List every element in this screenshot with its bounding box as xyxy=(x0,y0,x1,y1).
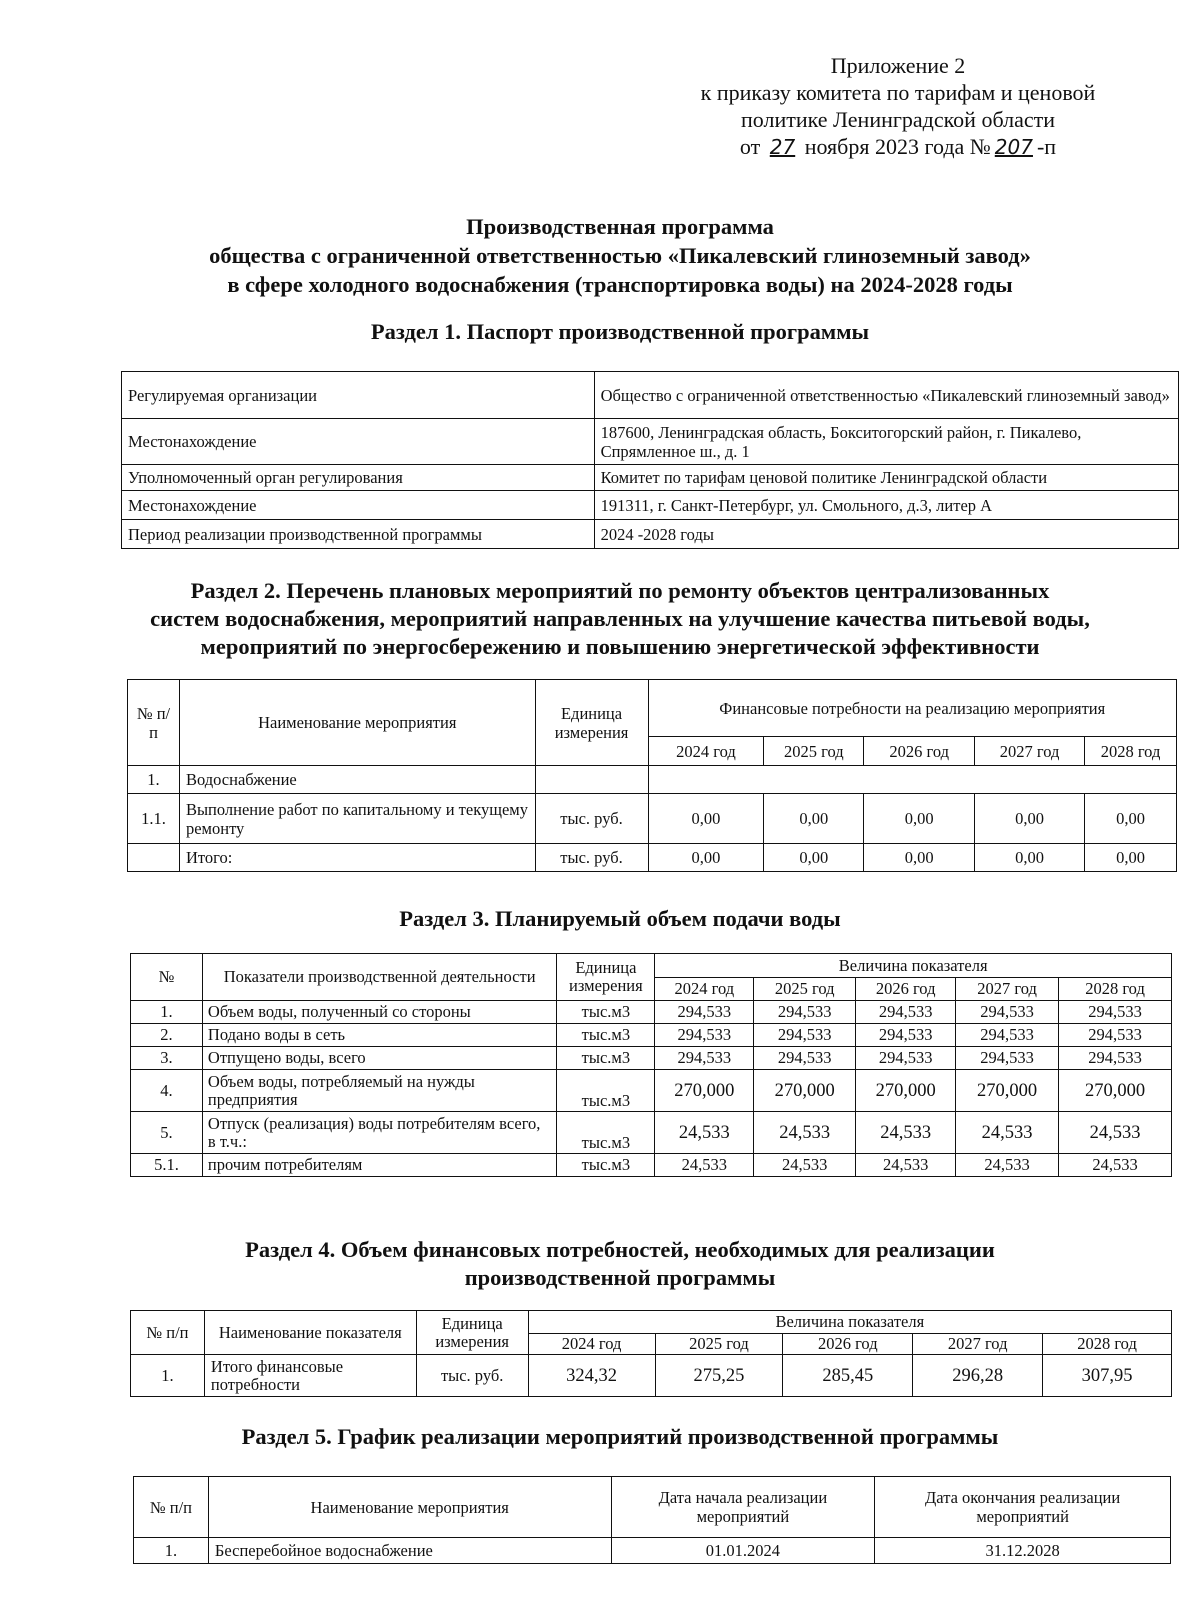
appendix-line-2: к приказу комитета по тарифам и ценовой xyxy=(700,80,1096,105)
cell-value: 24,533 xyxy=(856,1112,956,1154)
cell-value: 307,95 xyxy=(1043,1355,1172,1397)
col-header-unit: Единица измерения xyxy=(557,954,655,1001)
cell-name: Итого: xyxy=(179,844,535,872)
table-row xyxy=(131,1047,1172,1070)
cell-value: 0,00 xyxy=(1085,844,1177,872)
col-header-year: 2028 год xyxy=(1043,1334,1172,1355)
col-header-year: 2027 год xyxy=(975,737,1085,766)
table-row xyxy=(122,372,1179,419)
cell-num: 2. xyxy=(131,1024,203,1047)
table-row xyxy=(131,1154,1172,1177)
appendix-prefix: от xyxy=(739,134,761,159)
cell-value: 294,533 xyxy=(754,1024,856,1047)
table-row xyxy=(131,1070,1172,1112)
col-header-year: 2026 год xyxy=(864,737,975,766)
col-header-end-date: Дата окончания реализации мероприятий xyxy=(875,1477,1171,1538)
passport-table xyxy=(121,371,1179,549)
handwritten-day: 27 xyxy=(769,135,796,159)
cell-name: Отпущено воды, всего xyxy=(202,1047,556,1070)
cell-num: 5.1. xyxy=(131,1154,203,1177)
table-header-row xyxy=(131,954,1172,978)
table-row xyxy=(131,1355,1172,1397)
table-row xyxy=(131,1024,1172,1047)
cell-value: 294,533 xyxy=(956,1047,1059,1070)
title-line-1: Производственная программа xyxy=(466,214,774,239)
cell-name: Объем воды, полученный со стороны xyxy=(202,1001,556,1024)
col-header-year: 2025 год xyxy=(764,737,864,766)
col-header-name: Наименование мероприятия xyxy=(208,1477,611,1538)
water-volume-table xyxy=(130,953,1172,1177)
appendix-middle: ноября 2023 года № xyxy=(804,134,991,159)
col-header-year: 2027 год xyxy=(913,1334,1043,1355)
cell-unit: тыс.м3 xyxy=(557,1001,655,1024)
cell-name: Отпуск (реализация) воды потребителям всего, в т.ч.: xyxy=(202,1112,556,1154)
cell-unit: тыс.м3 xyxy=(557,1047,655,1070)
cell-value: 294,533 xyxy=(856,1047,956,1070)
cell-value: 270,000 xyxy=(655,1070,754,1112)
col-header-year: 2024 год xyxy=(528,1334,655,1355)
cell-value: 0,00 xyxy=(764,794,864,844)
col-header-num: № xyxy=(131,954,203,1001)
col-header-name: Наименование мероприятия xyxy=(179,680,535,766)
cell-num: 1. xyxy=(134,1538,209,1564)
cell-value: 0,00 xyxy=(975,794,1085,844)
cell-value: 294,533 xyxy=(956,1024,1059,1047)
table-row xyxy=(131,1001,1172,1024)
col-header-unit: Единица измерения xyxy=(416,1311,528,1355)
cell-value: 294,533 xyxy=(655,1047,754,1070)
cell-value: 24,533 xyxy=(655,1112,754,1154)
table-row xyxy=(128,794,1177,844)
table-row xyxy=(128,766,1177,794)
appendix-suffix: -п xyxy=(1036,134,1057,159)
passport-label: Уполномоченный орган регулирования xyxy=(122,465,595,491)
cell-value: 0,00 xyxy=(975,844,1085,872)
passport-label: Регулируемая организации xyxy=(122,372,595,419)
cell-value: 294,533 xyxy=(754,1047,856,1070)
col-header-year: 2026 год xyxy=(856,978,956,1001)
col-header-year: 2024 год xyxy=(648,737,764,766)
passport-label: Период реализации производственной программы xyxy=(122,520,595,549)
title-line-2: общества с ограниченной ответственностью «Пикалевский глиноземный завод» xyxy=(209,243,1031,268)
col-header-name: Наименование показателя xyxy=(204,1311,416,1355)
col-header-num: № п/п xyxy=(134,1477,209,1538)
table-row xyxy=(131,1112,1172,1154)
cell-num: 1. xyxy=(131,1001,203,1024)
cell-value: 270,000 xyxy=(956,1070,1059,1112)
passport-value: Комитет по тарифам ценовой политике Ленинградской области xyxy=(594,465,1178,491)
cell-value: 294,533 xyxy=(655,1001,754,1024)
cell-unit: тыс. руб. xyxy=(535,844,648,872)
col-header-year: 2027 год xyxy=(956,978,1059,1001)
cell-unit: тыс. руб. xyxy=(535,794,648,844)
cell-value: 24,533 xyxy=(754,1112,856,1154)
section4-heading-line-1: Раздел 4. Объем финансовых потребностей, необходимых для реализации xyxy=(245,1237,995,1262)
finance-table xyxy=(130,1310,1172,1397)
cell-value: 0,00 xyxy=(648,844,764,872)
cell-value: 294,533 xyxy=(754,1001,856,1024)
table-header-row xyxy=(131,1311,1172,1334)
table-row xyxy=(122,465,1179,491)
cell-name: Выполнение работ по капитальному и текущему ремонту xyxy=(179,794,535,844)
cell-num: 1.1. xyxy=(128,794,180,844)
col-header-value: Величина показателя xyxy=(655,954,1172,978)
cell-value: 324,32 xyxy=(528,1355,655,1397)
cell-end-date: 31.12.2028 xyxy=(875,1538,1171,1564)
cell-value: 24,533 xyxy=(754,1154,856,1177)
col-header-finance: Финансовые потребности на реализацию мероприятия xyxy=(648,680,1176,737)
cell-value: 0,00 xyxy=(1085,794,1177,844)
cell-empty xyxy=(648,766,1176,794)
col-header-value: Величина показателя xyxy=(528,1311,1171,1334)
cell-value: 294,533 xyxy=(856,1024,956,1047)
cell-name: Подано воды в сеть xyxy=(202,1024,556,1047)
cell-num: 4. xyxy=(131,1070,203,1112)
col-header-unit: Единица измерения xyxy=(535,680,648,766)
cell-value: 0,00 xyxy=(764,844,864,872)
title-line-3: в сфере холодного водоснабжения (транспортировка воды) на 2024-2028 годы xyxy=(227,272,1013,297)
cell-name: прочим потребителям xyxy=(202,1154,556,1177)
cell-value: 285,45 xyxy=(783,1355,913,1397)
cell-name: Объем воды, потребляемый на нужды предприятия xyxy=(202,1070,556,1112)
cell-num: 1. xyxy=(131,1355,205,1397)
cell-unit xyxy=(535,766,648,794)
section4-heading-line-2: производственной программы xyxy=(464,1265,776,1290)
cell-value: 0,00 xyxy=(648,794,764,844)
col-header-year: 2025 год xyxy=(655,1334,783,1355)
passport-value: 2024 -2028 годы xyxy=(594,520,1178,549)
section2-heading-line-2: систем водоснабжения, мероприятий направленных на улучшение качества питьевой воды, xyxy=(150,606,1090,631)
section4-heading xyxy=(120,1236,1120,1292)
cell-name: Бесперебойное водоснабжение xyxy=(208,1538,611,1564)
table-row xyxy=(122,520,1179,549)
cell-value: 294,533 xyxy=(1059,1024,1172,1047)
measures-table xyxy=(127,679,1177,872)
table-row xyxy=(122,419,1179,465)
cell-value: 24,533 xyxy=(856,1154,956,1177)
cell-start-date: 01.01.2024 xyxy=(611,1538,875,1564)
cell-value: 296,28 xyxy=(913,1355,1043,1397)
section5-heading: Раздел 5. График реализации мероприятий производственной программы xyxy=(241,1424,999,1449)
cell-value: 294,533 xyxy=(1059,1047,1172,1070)
handwritten-number: 207 xyxy=(994,135,1033,159)
cell-name: Водоснабжение xyxy=(179,766,535,794)
cell-value: 24,533 xyxy=(1059,1112,1172,1154)
schedule-table xyxy=(133,1476,1171,1564)
cell-value: 294,533 xyxy=(655,1024,754,1047)
cell-value: 24,533 xyxy=(1059,1154,1172,1177)
cell-value: 294,533 xyxy=(1059,1001,1172,1024)
passport-label: Местонахождение xyxy=(122,419,595,465)
col-header-year: 2026 год xyxy=(783,1334,913,1355)
appendix-line-3: политике Ленинградской области xyxy=(740,107,1055,132)
section3-heading: Раздел 3. Планируемый объем подачи воды xyxy=(399,906,841,931)
passport-value: 191311, г. Санкт-Петербург, ул. Смольного, д.3, литер А xyxy=(594,491,1178,520)
cell-unit: тыс.м3 xyxy=(557,1024,655,1047)
cell-value: 294,533 xyxy=(956,1001,1059,1024)
cell-value: 270,000 xyxy=(856,1070,956,1112)
table-header-row xyxy=(128,680,1177,737)
appendix-block xyxy=(668,52,1128,161)
cell-value: 270,000 xyxy=(1059,1070,1172,1112)
passport-value: Общество с ограниченной ответственностью «Пикалевский глиноземный завод» xyxy=(594,372,1178,419)
cell-value: 294,533 xyxy=(856,1001,956,1024)
passport-value: 187600, Ленинградская область, Бокситогорский район, г. Пикалево, Спрямленное ш., д. 1 xyxy=(594,419,1178,465)
col-header-name: Показатели производственной деятельности xyxy=(202,954,556,1001)
col-header-start-date: Дата начала реализации мероприятий xyxy=(611,1477,875,1538)
cell-unit: тыс.м3 xyxy=(557,1154,655,1177)
cell-value: 270,000 xyxy=(754,1070,856,1112)
col-header-num: № п/п xyxy=(131,1311,205,1355)
cell-value: 24,533 xyxy=(655,1154,754,1177)
section2-heading-line-3: мероприятий по энергосбережению и повышению энергетической эффективности xyxy=(200,634,1040,659)
table-row xyxy=(122,491,1179,520)
col-header-year: 2028 год xyxy=(1059,978,1172,1001)
passport-label: Местонахождение xyxy=(122,491,595,520)
section1-heading: Раздел 1. Паспорт производственной программы xyxy=(370,319,870,344)
col-header-year: 2025 год xyxy=(754,978,856,1001)
cell-value: 0,00 xyxy=(864,844,975,872)
cell-value: 24,533 xyxy=(956,1154,1059,1177)
cell-unit: тыс. руб. xyxy=(416,1355,528,1397)
section2-heading xyxy=(90,577,1150,661)
section2-heading-line-1: Раздел 2. Перечень плановых мероприятий по ремонту объектов централизованных xyxy=(190,578,1050,603)
cell-value: 24,533 xyxy=(956,1112,1059,1154)
cell-name: Итого финансовые потребности xyxy=(204,1355,416,1397)
document-title xyxy=(120,212,1120,299)
table-row xyxy=(134,1538,1171,1564)
cell-value: 275,25 xyxy=(655,1355,783,1397)
cell-value: 0,00 xyxy=(864,794,975,844)
table-header-row xyxy=(134,1477,1171,1538)
col-header-year: 2024 год xyxy=(655,978,754,1001)
cell-num xyxy=(128,844,180,872)
appendix-line-1: Приложение 2 xyxy=(830,53,966,78)
cell-num: 3. xyxy=(131,1047,203,1070)
table-row xyxy=(128,844,1177,872)
appendix-line-4 xyxy=(668,133,1128,161)
cell-unit: тыс.м3 xyxy=(557,1112,655,1154)
cell-num: 5. xyxy=(131,1112,203,1154)
col-header-num: № п/п xyxy=(128,680,180,766)
col-header-year: 2028 год xyxy=(1085,737,1177,766)
cell-num: 1. xyxy=(128,766,180,794)
cell-unit: тыс.м3 xyxy=(557,1070,655,1112)
